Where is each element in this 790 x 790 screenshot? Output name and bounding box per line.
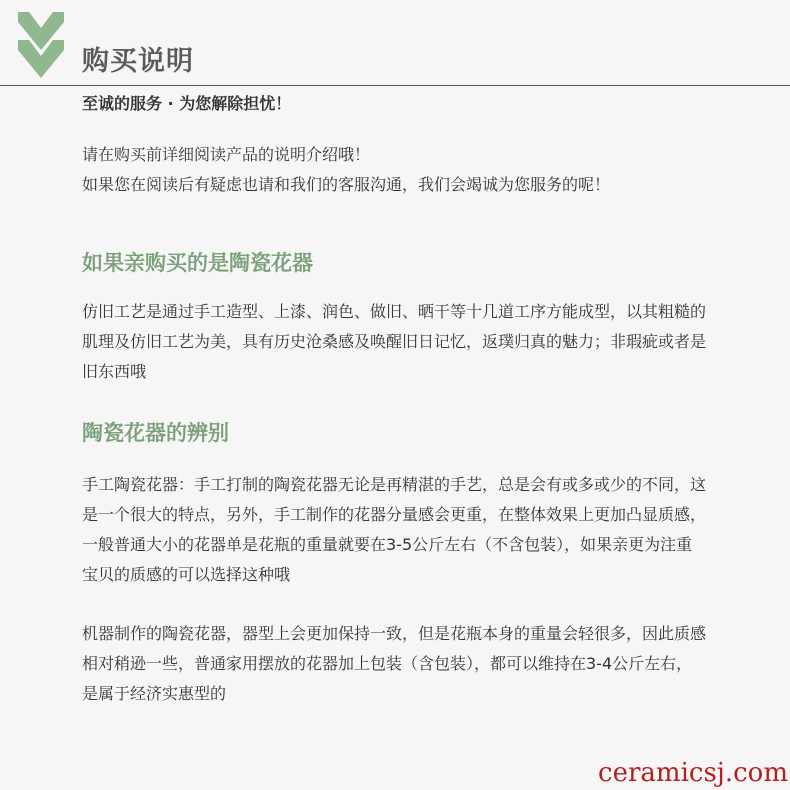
paragraph-line: 旧东西哦 xyxy=(82,362,147,381)
intro-line: 请在购买前详细阅读产品的说明介绍哦！ xyxy=(82,145,371,164)
paragraph-line: 机器制作的陶瓷花器，器型上会更加保持一致，但是花瓶本身的重量会轻很多，因此质感 xyxy=(82,624,707,643)
paragraph-line: 仿旧工艺是通过手工造型、上漆、润色、做旧、晒干等十几道工序方能成型，以其粗糙的 xyxy=(82,302,707,321)
paragraph-line: 宝贝的质感的可以选择这种哦 xyxy=(82,565,291,584)
page-title: 购买说明 xyxy=(82,46,194,77)
paragraph-line: 手工陶瓷花器：手工打制的陶瓷花器无论是再精湛的手艺，总是会有或多或少的不同，这 xyxy=(82,475,707,494)
section-heading-ceramic-purchase: 如果亲购买的是陶瓷花器 xyxy=(82,251,313,275)
section-heading-identification: 陶瓷花器的辨别 xyxy=(82,421,229,445)
site-watermark: ceramicsj.com xyxy=(598,758,788,788)
paragraph-line: 是属于经济实惠型的 xyxy=(82,684,227,703)
header-divider xyxy=(0,85,790,86)
paragraph-line: 相对稍逊一些，普通家用摆放的花器加上包装（含包装），都可以维持在3-4公斤左右， xyxy=(82,654,693,673)
chevron-down-double-icon xyxy=(18,12,64,78)
intro-paragraph xyxy=(82,140,762,200)
intro-line: 如果您在阅读后有疑虑也请和我们的客服沟通，我们会竭诚为您服务的呢！ xyxy=(82,175,611,194)
paragraph-line: 是一个很大的特点，另外，手工制作的花器分量感会更重，在整体效果上更加凸显质感， xyxy=(82,505,707,524)
paragraph-line: 一般普通大小的花器单是花瓶的重量就要在3-5公斤左右（不含包装），如果亲更为注重 xyxy=(82,535,693,554)
tagline: 至诚的服务 · 为您解除担忧！ xyxy=(82,94,292,113)
aging-craft-paragraph xyxy=(82,297,762,387)
paragraph-line: 肌理及仿旧工艺为美，具有历史沧桑感及唤醒旧日记忆，返璞归真的魅力；非瑕疵或者是 xyxy=(82,332,707,351)
machine-made-paragraph xyxy=(82,619,762,709)
handmade-paragraph xyxy=(82,470,762,590)
